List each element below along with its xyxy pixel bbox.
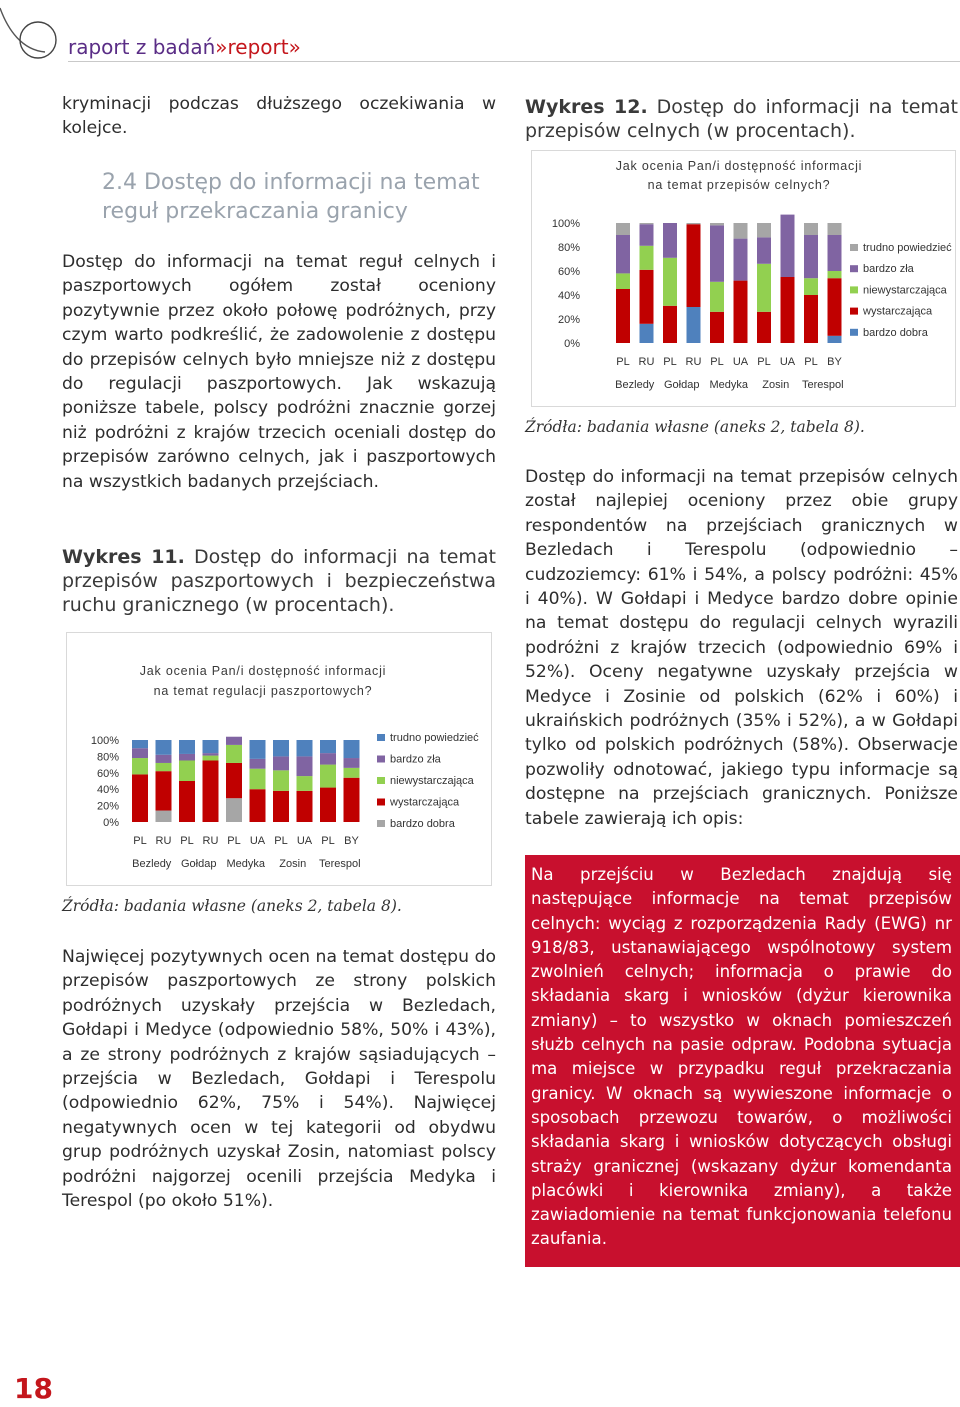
- chart11-bar-2-4: [179, 740, 195, 754]
- chart-12-frame: [531, 150, 956, 407]
- chart11-bar-0-4: [132, 740, 148, 748]
- intro-paragraph: kryminacji podczas dłuższego oczekiwania w kolejce.: [62, 94, 496, 139]
- chart12-group-label: Gołdap: [664, 379, 700, 391]
- chart12-category-label: BY: [827, 356, 842, 368]
- chart12-bar-0-2: [616, 273, 630, 289]
- chart11-ytick-label: 40%: [96, 784, 119, 797]
- chart11-category-label: UA: [249, 835, 266, 847]
- figure-11-label: Wykres 11.: [62, 546, 185, 568]
- chart11-category-label: RU: [155, 835, 172, 847]
- chart12-legend-swatch: [850, 244, 858, 251]
- chart11-bar-8-2: [320, 765, 336, 788]
- chart12-bar-9-3: [828, 235, 842, 271]
- chart11-legend-swatch: [377, 799, 385, 806]
- chart12-bar-8-2: [804, 278, 818, 295]
- chart12-bar-7-1: [781, 277, 795, 343]
- chart12-category-label: UA: [779, 356, 796, 368]
- chart12-bar-3-0: [687, 307, 701, 343]
- figure-11-title: Dostęp do informacji na temat przepisów paszportowych i bezpieczeństwa ruchu granicznego (w procentach).: [62, 546, 496, 616]
- info-box: Na przejściu w Bezledach znajdują się następujące informacje na temat przepisów celnych: wyciąg z rozporządzenia Rady (EWG) nr 918/83, ustanawiającego wspólnotowy system zwolnień celnych; informacja o prawie do składania skarg i wniosków (dyżur kierownika zmiany) – to wszystko w oknach pomieszczeń służb celnych na pasie odpraw. Podobna sytuacja ma miejsce w przypadku reguł przekraczania granicy. W oknach są wywieszone informacje o sposobach przewozu towarów, o możliwości składania skarg i wniosków dotyczących obsługi straży granicznej (wskazany dyżur komendanta placówki i kierownika zmiany), a także zawiadomienie na temat funkcjonowania telefonu zaufania.: [525, 855, 960, 1267]
- chart11-bar-4-1: [226, 763, 242, 798]
- chart11-bar-8-3: [320, 753, 336, 764]
- chart12-title: na temat przepisów celnych?: [647, 178, 831, 192]
- chart11-group-label: Bezledy: [132, 858, 172, 870]
- chart11-bar-7-1: [297, 791, 313, 822]
- chart11-category-label: PL: [227, 835, 241, 847]
- chart11-legend-label: trudno powiedzieć: [390, 732, 479, 744]
- chart12-bar-8-1: [804, 295, 818, 343]
- header-subtitle: »report»: [215, 35, 301, 59]
- chart11-category-label: PL: [133, 835, 147, 847]
- chart12-legend-swatch: [850, 308, 858, 315]
- chart12-bar-8-4: [804, 223, 818, 235]
- header-title-text: raport z badań: [68, 35, 216, 59]
- header-title: [68, 35, 301, 59]
- chart12-bar-9-4: [828, 223, 842, 235]
- chart11-bar-1-2: [156, 763, 172, 771]
- chart12-bar-3-4: [687, 223, 701, 224]
- chart12-legend-swatch: [850, 265, 858, 272]
- chart12-legend-swatch: [850, 329, 858, 336]
- figure-12-caption: [525, 95, 958, 143]
- chart12-category-label: PL: [757, 356, 771, 368]
- chart11-category-label: PL: [321, 835, 335, 847]
- chart12-bar-4-1: [710, 312, 724, 343]
- chart12-category-label: UA: [732, 356, 749, 368]
- chart11-bar-8-1: [320, 788, 336, 822]
- chart11-ytick-label: 0%: [103, 817, 119, 829]
- chart12-category-label: RU: [685, 356, 702, 368]
- chart12-bar-6-2: [757, 264, 771, 312]
- paragraph-3: Dostęp do informacji na temat przepisów celnych został najlepiej oceniony przez obie grupy respondentów na przejściach granicznych w Bezledach i Terespolu (odpowiednio – cudzoziemcy: 61% i 54%, a polscy podróżni: 45% i 40%). W Gołdapi i Medyce bardzo dobre opinie na temat dostępu do regulacji celnych wyrazili podróżni z krajów trzecich (odpowiednio 69% i 52%). Oceny negatywne uzyskały przejścia w Medyce i Zosinie od polskich (62% i 60%) i ukraińskich podróżnych (35% i 52%), a w Gołdapi tylko od polskich podróżnych (58%). Obserwacje pozwoliły odnotować, jakiego typu informacje są dostępne na przejściach granicznych. Poniższe tabele zawierają ich opis:: [525, 467, 958, 829]
- chart11-legend-label: niewystarczająca: [390, 775, 474, 787]
- chart12-group-label: Zosin: [762, 379, 790, 391]
- chart12-category-label: PL: [710, 356, 724, 368]
- chart12-group-label: Medyka: [709, 379, 749, 391]
- chart11-bar-2-2: [179, 761, 195, 782]
- paragraph-2: Najwięcej pozytywnych ocen na temat dostępu do przepisów paszportowych ze strony polskich podróżnych uzyskały przejścia w Bezledach, Gołdapi i Medyce (odpowiednio 58%, 50% i 43%), a ze strony podróżnych z krajów sąsiadujących – przejścia w Bezledach, Gołdapi i Terespolu (odpowiednio 62%, 75% i 54%). Najwięcej negatywnych ocen w tej kategorii od obydwu grup podróżnych uzyskał Zosin, natomiast polscy podróżni najgorzej ocenili przejścia Medyka i Terespol (po około 51%).: [62, 947, 496, 1212]
- chart12-bar-2-1: [663, 306, 677, 343]
- chart12-bar-2-3: [663, 223, 677, 258]
- chart12-bar-1-3: [640, 224, 654, 246]
- chart12-category-label: PL: [616, 356, 630, 368]
- chart11-ytick-label: 80%: [96, 751, 119, 764]
- chart11-bar-2-3: [179, 754, 195, 761]
- chart12-legend-label: bardzo dobra: [863, 326, 928, 339]
- chart11-bar-6-4: [273, 740, 289, 756]
- chart11-bar-9-2: [344, 768, 360, 778]
- chart11-ytick-label: 60%: [96, 767, 119, 780]
- chart-11-frame: [66, 632, 492, 886]
- chart11-category-label: PL: [274, 835, 288, 847]
- chart12-legend-swatch: [850, 286, 858, 293]
- chart12-bar-7-3: [781, 215, 795, 277]
- chart11-bar-3-1: [203, 761, 219, 823]
- chart12-category-label: PL: [663, 356, 677, 368]
- chart11-bar-8-4: [320, 740, 336, 753]
- chart-11: [67, 633, 491, 885]
- chart11-bar-1-3: [156, 755, 172, 763]
- chart11-legend-swatch: [377, 777, 385, 784]
- chart12-ytick-label: 0%: [564, 338, 580, 350]
- source-11: Źródła: badania własne (aneks 2, tabela 8).: [62, 897, 402, 915]
- chart12-bar-9-0: [828, 336, 842, 343]
- chart11-title: na temat regulacji paszportowych?: [153, 684, 373, 698]
- figure-12-label: Wykres 12.: [525, 96, 648, 118]
- chart11-category-label: PL: [180, 835, 194, 847]
- chart11-ytick-label: 100%: [90, 735, 119, 747]
- chart11-bar-5-2: [250, 769, 266, 790]
- chart12-bar-5-4: [734, 223, 748, 239]
- chart12-ytick-label: 80%: [557, 242, 580, 254]
- chart11-bar-9-3: [344, 758, 360, 768]
- chart12-legend-label: niewystarczająca: [863, 284, 947, 297]
- chart11-category-label: BY: [344, 835, 359, 847]
- chart12-bar-5-3: [734, 239, 748, 281]
- chart12-group-label: Terespol: [801, 379, 844, 391]
- chart11-bar-0-3: [132, 748, 148, 758]
- chart12-legend-label: trudno powiedzieć: [863, 242, 952, 254]
- chart-12: [532, 151, 955, 406]
- chart11-bar-5-1: [250, 789, 266, 822]
- figure-12-title: Dostęp do informacji na temat przepisów celnych (w procentach).: [525, 96, 958, 142]
- chart11-bar-1-4: [156, 740, 172, 755]
- chart12-bar-9-1: [828, 278, 842, 336]
- chart12-bar-8-3: [804, 235, 818, 278]
- chart11-bar-3-3: [203, 753, 219, 755]
- chart11-group-label: Terespol: [318, 858, 361, 870]
- chart11-bar-1-0: [156, 811, 172, 822]
- chart11-bar-4-3: [226, 737, 242, 745]
- chart12-bar-3-1: [687, 224, 701, 307]
- chart11-ytick-label: 20%: [96, 800, 119, 813]
- chart12-bar-4-3: [710, 225, 724, 281]
- chart12-category-label: RU: [638, 356, 655, 368]
- chart12-bar-0-4: [616, 223, 630, 235]
- chart11-bar-5-4: [250, 740, 266, 759]
- chart12-legend-label: wystarczająca: [863, 305, 933, 318]
- chart12-bar-0-1: [616, 289, 630, 343]
- chart12-ytick-label: 20%: [557, 314, 580, 326]
- chart12-bar-1-2: [640, 246, 654, 270]
- chart11-bar-5-3: [250, 759, 266, 769]
- chart11-title: Jak ocenia Pan/i dostępność informacji: [139, 664, 387, 678]
- chart11-bar-6-1: [273, 791, 289, 822]
- chart11-legend-swatch: [377, 820, 385, 827]
- chart11-category-label: RU: [202, 835, 219, 847]
- chart11-legend-label: bardzo dobra: [390, 818, 455, 830]
- chart11-bar-0-1: [132, 774, 148, 822]
- chart12-bar-6-4: [757, 223, 771, 237]
- chart11-bar-9-1: [344, 778, 360, 822]
- chart11-bar-3-4: [203, 740, 219, 753]
- section-heading: 2.4 Dostęp do informacji na temat reguł przekraczania granicy: [102, 170, 480, 224]
- chart12-bar-4-4: [710, 223, 724, 225]
- chart11-bar-3-2: [203, 756, 219, 761]
- chart11-bar-0-2: [132, 758, 148, 774]
- chart11-bar-7-2: [297, 776, 313, 791]
- chart12-group-label: Bezledy: [615, 379, 655, 391]
- page-number: 18: [14, 1372, 53, 1405]
- chart11-bar-2-1: [179, 781, 195, 822]
- chart12-ytick-label: 40%: [557, 290, 580, 302]
- figure-11-caption: [62, 545, 496, 617]
- header-rule: [68, 61, 960, 62]
- chart11-bar-9-4: [344, 740, 360, 758]
- chart12-bar-0-3: [616, 235, 630, 273]
- chart11-bar-7-3: [297, 756, 313, 776]
- chart12-category-label: PL: [804, 356, 818, 368]
- chart11-group-label: Medyka: [226, 858, 266, 870]
- chart12-bar-6-3: [757, 237, 771, 263]
- chart11-bar-4-0: [226, 798, 242, 822]
- chart11-legend-label: wystarczająca: [390, 796, 460, 809]
- chart11-bar-6-2: [273, 770, 289, 791]
- chart11-legend-label: bardzo zła: [390, 753, 441, 766]
- chart11-bar-1-1: [156, 771, 172, 810]
- chart11-bar-6-3: [273, 756, 289, 770]
- chart11-legend-swatch: [377, 756, 385, 763]
- chart12-title: Jak ocenia Pan/i dostępność informacji: [615, 159, 863, 173]
- chart12-bar-1-1: [640, 270, 654, 324]
- chart11-bar-4-2: [226, 745, 242, 763]
- chart11-legend-swatch: [377, 734, 385, 741]
- chart11-group-label: Gołdap: [181, 858, 217, 870]
- chart11-bar-7-4: [297, 740, 313, 756]
- chart11-category-label: UA: [296, 835, 313, 847]
- chart12-bar-6-1: [757, 312, 771, 343]
- chart12-ytick-label: 60%: [557, 266, 580, 278]
- chart12-bar-4-2: [710, 282, 724, 312]
- chart11-group-label: Zosin: [279, 858, 307, 870]
- chart12-ytick-label: 100%: [551, 218, 580, 230]
- chart12-bar-5-1: [734, 281, 748, 343]
- source-12: Źródła: badania własne (aneks 2, tabela 8).: [525, 418, 865, 436]
- chart12-bar-1-4: [640, 223, 654, 224]
- chart12-bar-1-0: [640, 324, 654, 343]
- chart12-bar-2-2: [663, 258, 677, 306]
- paragraph-1: Dostęp do informacji na temat reguł celnych i paszportowych ogółem został oceniony pozytywnie przez około połowę podróżnych, przy czym warto podkreślić, że zadowolenie z dostępu do przepisów celnych było mniejsze niż z dostępu do regulacji paszportowych. Jak wskazują poniższe tabele, polscy podróżni znacznie gorzej niż podróżni z krajów trzecich oceniali dostęp do przepisów zarówno celnych, jak i paszportowych na wszystkich badanych przejściach.: [62, 252, 496, 492]
- chart12-bar-9-2: [828, 271, 842, 278]
- chart12-legend-label: bardzo zła: [863, 263, 914, 276]
